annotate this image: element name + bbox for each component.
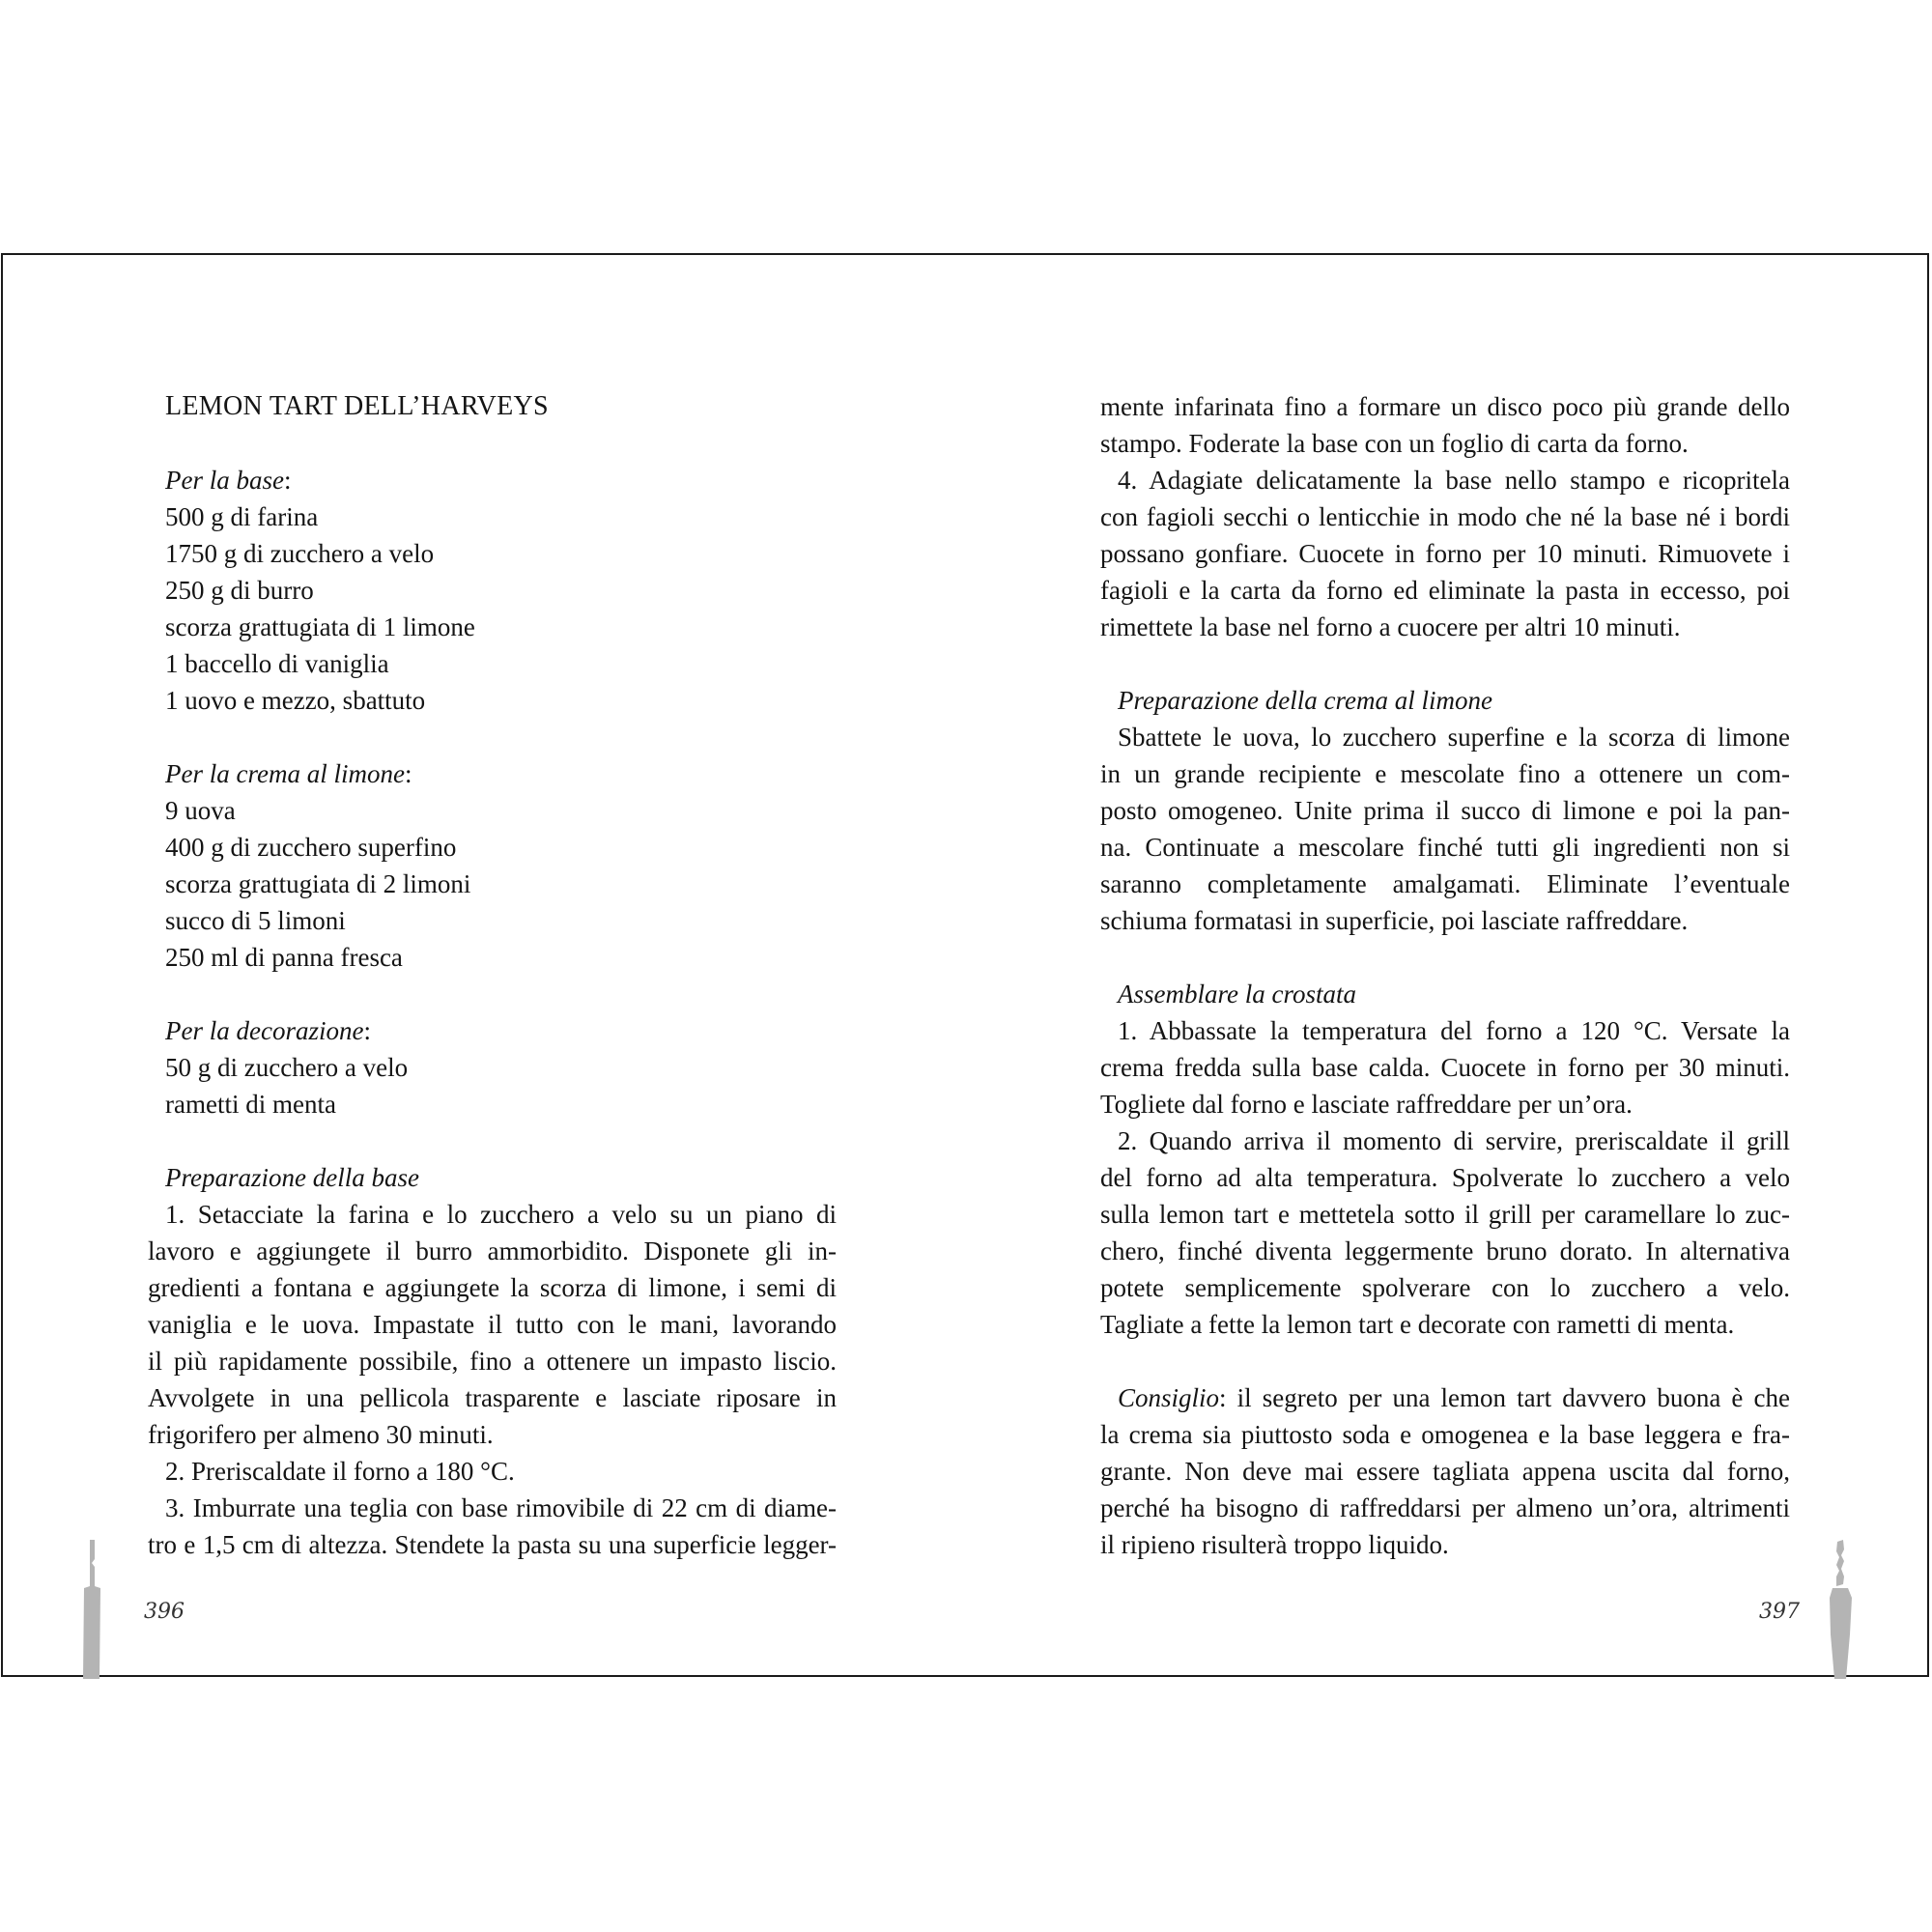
text-line: schiuma formatasi in superficie, poi lasciate raffreddare. [1100, 906, 1689, 935]
prep-base-heading: Preparazione della base [165, 1163, 419, 1192]
text-line: con fagioli secchi o lenticchie in modo che né la base né i bordi [1100, 502, 1790, 531]
ingredient-line: 250 g di burro [165, 576, 314, 605]
text-line: grante. Non deve mai essere tagliata appena uscita dal forno, [1100, 1457, 1790, 1486]
text-line: potete semplicemente spolverare con lo zucchero a velo. [1100, 1273, 1790, 1302]
text-line: possano gonfiare. Cuocete in forno per 10 minuti. Rimuovete i [1100, 539, 1790, 568]
ingredient-line: 1 baccello di vaniglia [165, 649, 389, 678]
text-line: perché ha bisogno di raffreddarsi per almeno un’ora, altrimenti [1100, 1493, 1790, 1522]
cream-heading-line: Per la crema al limone: [165, 759, 412, 788]
ingredient-line: scorza grattugiata di 2 limoni [165, 869, 471, 898]
text-line: frigorifero per almeno 30 minuti. [148, 1420, 494, 1449]
decoration-heading: Per la decorazione [165, 1016, 364, 1045]
right-page-content [1100, 388, 1790, 1563]
page-number-left: 396 [144, 1600, 185, 1624]
text-line: 2. Quando arriva il momento di servire, preriscaldate il grill [1118, 1126, 1790, 1155]
text-line: il più rapidamente possibile, fino a ottenere un impasto liscio. [148, 1347, 837, 1376]
text-line: chero, finché diventa leggermente bruno dorato. In alternativa [1100, 1236, 1790, 1265]
text-line: stampo. Foderate la base con un foglio di carta da forno. [1100, 429, 1689, 458]
text-line: 1. Abbassate la temperatura del forno a 120 °C. Versate la [1118, 1016, 1790, 1045]
tip-label: Consiglio [1118, 1383, 1220, 1412]
text-line: lavoro e aggiungete il burro ammorbidito. Disponete gli in- [148, 1236, 837, 1265]
ingredient-line: rametti di menta [165, 1090, 336, 1119]
base-heading-line: Per la base: [165, 466, 292, 495]
ingredient-line: succo di 5 limoni [165, 906, 346, 935]
text-line: del forno ad alta temperatura. Spolverate lo zucchero a velo [1100, 1163, 1790, 1192]
ingredient-line: 9 uova [165, 796, 236, 825]
text-line: 1. Setacciate la farina e lo zucchero a velo su un piano di [165, 1200, 837, 1229]
text-line: Avvolgete in una pellicola trasparente e lasciate riposare in [148, 1383, 837, 1412]
ingredient-line: 1750 g di zucchero a velo [165, 539, 435, 568]
text-line: 4. Adagiate delicatamente la base nello stampo e ricopritela [1118, 466, 1790, 495]
ingredient-line: 1 uovo e mezzo, sbattuto [165, 686, 426, 715]
recipe-title: LEMON TART DELL’HARVEYS [165, 391, 549, 421]
text-line: vaniglia e le uova. Impastate il tutto con le mani, lavorando [148, 1310, 837, 1339]
ingredient-line: 250 ml di panna fresca [165, 943, 403, 972]
knife-icon [1825, 1538, 1856, 1679]
text-line: crema fredda sulla base calda. Cuocete in forno per 30 minuti. [1100, 1053, 1790, 1082]
text-line: fagioli e la carta da forno ed eliminate la pasta in eccesso, poi [1100, 576, 1790, 605]
tip-first-line [1100, 1379, 1790, 1416]
text-line: gredienti a fontana e aggiungete la scorza di limone, i semi di [148, 1273, 837, 1302]
right-page [1100, 255, 1790, 1675]
page-number-right: 397 [1759, 1600, 1800, 1624]
text-line: 2. Preriscaldate il forno a 180 °C. [165, 1457, 515, 1486]
left-page [148, 255, 837, 1675]
text-line: 3. Imburrate una teglia con base rimovibile di 22 cm di diame- [165, 1493, 837, 1522]
ingredient-line: 400 g di zucchero superfino [165, 833, 457, 862]
text-line: Sbattete le uova, lo zucchero superfine e la scorza di limone [1118, 723, 1790, 752]
assemble-heading: Assemblare la crostata [1118, 980, 1356, 1009]
decoration-heading-line: Per la decorazione: [165, 1016, 371, 1045]
text-line: in un grande recipiente e mescolate fino a ottenere un com- [1100, 759, 1790, 788]
text-line: posto omogeneo. Unite prima il succo di limone e poi la pan- [1100, 796, 1790, 825]
text-line: mente infarinata fino a formare un disco poco più grande dello [1100, 392, 1790, 421]
prep-cream-heading: Preparazione della crema al limone [1118, 686, 1492, 715]
base-heading: Per la base [165, 466, 284, 495]
text-line: tro e 1,5 cm di altezza. Stendete la pasta su una superficie legger- [148, 1530, 837, 1559]
tip-first-rest: : il segreto per una lemon tart davvero buona è che [1219, 1383, 1790, 1412]
text-line: na. Continuate a mescolare finché tutti gli ingredienti non si [1100, 833, 1790, 862]
text-line: Togliete dal forno e lasciate raffreddare per un’ora. [1100, 1090, 1633, 1119]
left-page-content [148, 388, 837, 1563]
ingredient-line: scorza grattugiata di 1 limone [165, 612, 475, 641]
book-spread [1, 253, 1929, 1677]
ingredient-line: 50 g di zucchero a velo [165, 1053, 409, 1082]
text-line: il ripieno risulterà troppo liquido. [1100, 1530, 1449, 1559]
text-line: la crema sia piuttosto soda e omogenea e la base leggera e fra- [1100, 1420, 1790, 1449]
knife-icon [80, 1538, 105, 1679]
cream-heading: Per la crema al limone [165, 759, 405, 788]
text-line: Tagliate a fette la lemon tart e decorate con rametti di menta. [1100, 1310, 1735, 1339]
text-line: saranno completamente amalgamati. Eliminate l’eventuale [1100, 869, 1790, 898]
text-line: rimettete la base nel forno a cuocere per altri 10 minuti. [1100, 612, 1681, 641]
ingredient-line: 500 g di farina [165, 502, 319, 531]
text-line: sulla lemon tart e mettetela sotto il grill per caramellare lo zuc- [1100, 1200, 1790, 1229]
